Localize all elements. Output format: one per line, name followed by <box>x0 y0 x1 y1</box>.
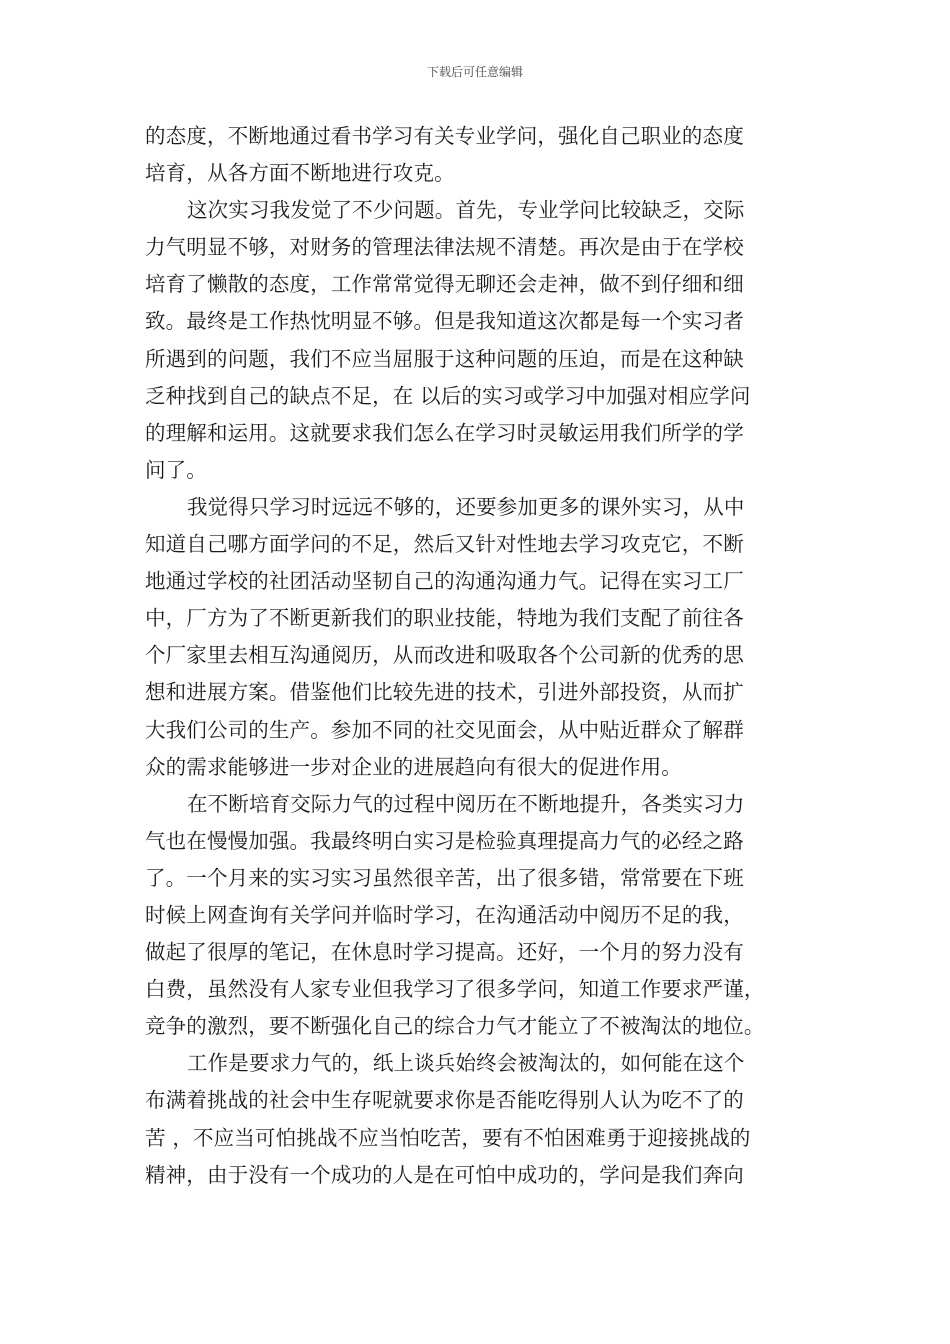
page-header-note: 下载后可任意编辑 <box>426 65 523 79</box>
text-line: 想和进展方案。借鉴他们比较先进的技术，引进外部投资，从而扩 <box>145 680 744 705</box>
text-line: 中，厂方为了不断更新我们的职业技能，特地为我们支配了前往各 <box>145 606 744 631</box>
text-line: 致。最终是工作热忱明显不够。但是我知道这次都是每一个实习者 <box>145 309 744 334</box>
text-line: 众的需求能够进一步对企业的进展趋向有很大的促进作用。 <box>145 754 682 779</box>
text-line: 培育，从各方面不断地进行攻克。 <box>145 161 455 186</box>
text-line: 白费，虽然没有人家专业但我学习了很多学问，知道工作要求严谨， <box>145 977 765 1002</box>
text-line: 知道自己哪方面学问的不足，然后又针对性地去学习攻克它，不断 <box>145 532 744 557</box>
paragraph-first-line: 工作是要求力气的，纸上谈兵始终会被淘汰的，如何能在这个 <box>187 1051 745 1076</box>
text-line: 问了。 <box>145 457 207 482</box>
text-line: 乏种找到自己的缺点不足，在 以后的实习或学习中加强对相应学问 <box>145 383 751 408</box>
paragraph-first-line: 我觉得只学习时远远不够的，还要参加更多的课外实习，从中 <box>187 494 745 519</box>
text-line: 地通过学校的社团活动坚韧自己的沟通沟通力气。记得在实习工厂 <box>145 569 744 594</box>
text-line: 个厂家里去相互沟通阅历，从而改进和吸取各个公司新的优秀的思 <box>145 643 744 668</box>
text-line: 时候上网查询有关学问并临时学习，在沟通活动中阅历不足的我， <box>145 902 744 927</box>
text-line: 做起了很厚的笔记，在休息时学习提高。还好，一个月的努力没有 <box>145 940 744 965</box>
text-line: 的理解和运用。这就要求我们怎么在学习时灵敏运用我们所学的学 <box>145 420 744 445</box>
text-line: 精神，由于没有一个成功的人是在可怕中成功的，学问是我们奔向 <box>145 1162 744 1187</box>
text-line: 竞争的激烈，要不断强化自己的综合力气才能立了不被淘汰的地位。 <box>145 1014 765 1039</box>
text-line: 了。一个月来的实习实习虽然很辛苦，出了很多错，常常要在下班 <box>145 865 744 890</box>
text-line: 布满着挑战的社会中生存呢就要求你是否能吃得别人认为吃不了的 <box>145 1088 744 1113</box>
text-line: 气也在慢慢加强。我最终明白实习是检验真理提高力气的必经之路 <box>145 828 744 853</box>
paragraph-first-line: 这次实习我发觉了不少问题。首先，专业学问比较缺乏，交际 <box>187 198 745 223</box>
text-line: 培育了懒散的态度，工作常常觉得无聊还会走神，做不到仔细和细 <box>145 272 744 297</box>
text-line: 所遇到的问题，我们不应当屈服于这种问题的压迫，而是在这种缺 <box>145 346 744 371</box>
text-line: 的态度，不断地通过看书学习有关专业学问，强化自己职业的态度 <box>145 124 744 148</box>
document-body <box>145 118 825 1194</box>
text-line: 大我们公司的生产。参加不同的社交见面会，从中贴近群众了解群 <box>145 717 744 742</box>
text-line: 苦 ，不应当可怕挑战不应当怕吃苦，要有不怕困难勇于迎接挑战的 <box>145 1125 751 1150</box>
paragraph-first-line: 在不断培育交际力气的过程中阅历在不断地提升，各类实习力 <box>187 791 745 816</box>
text-line: 力气明显不够，对财务的管理法律法规不清楚。再次是由于在学校 <box>145 235 744 260</box>
